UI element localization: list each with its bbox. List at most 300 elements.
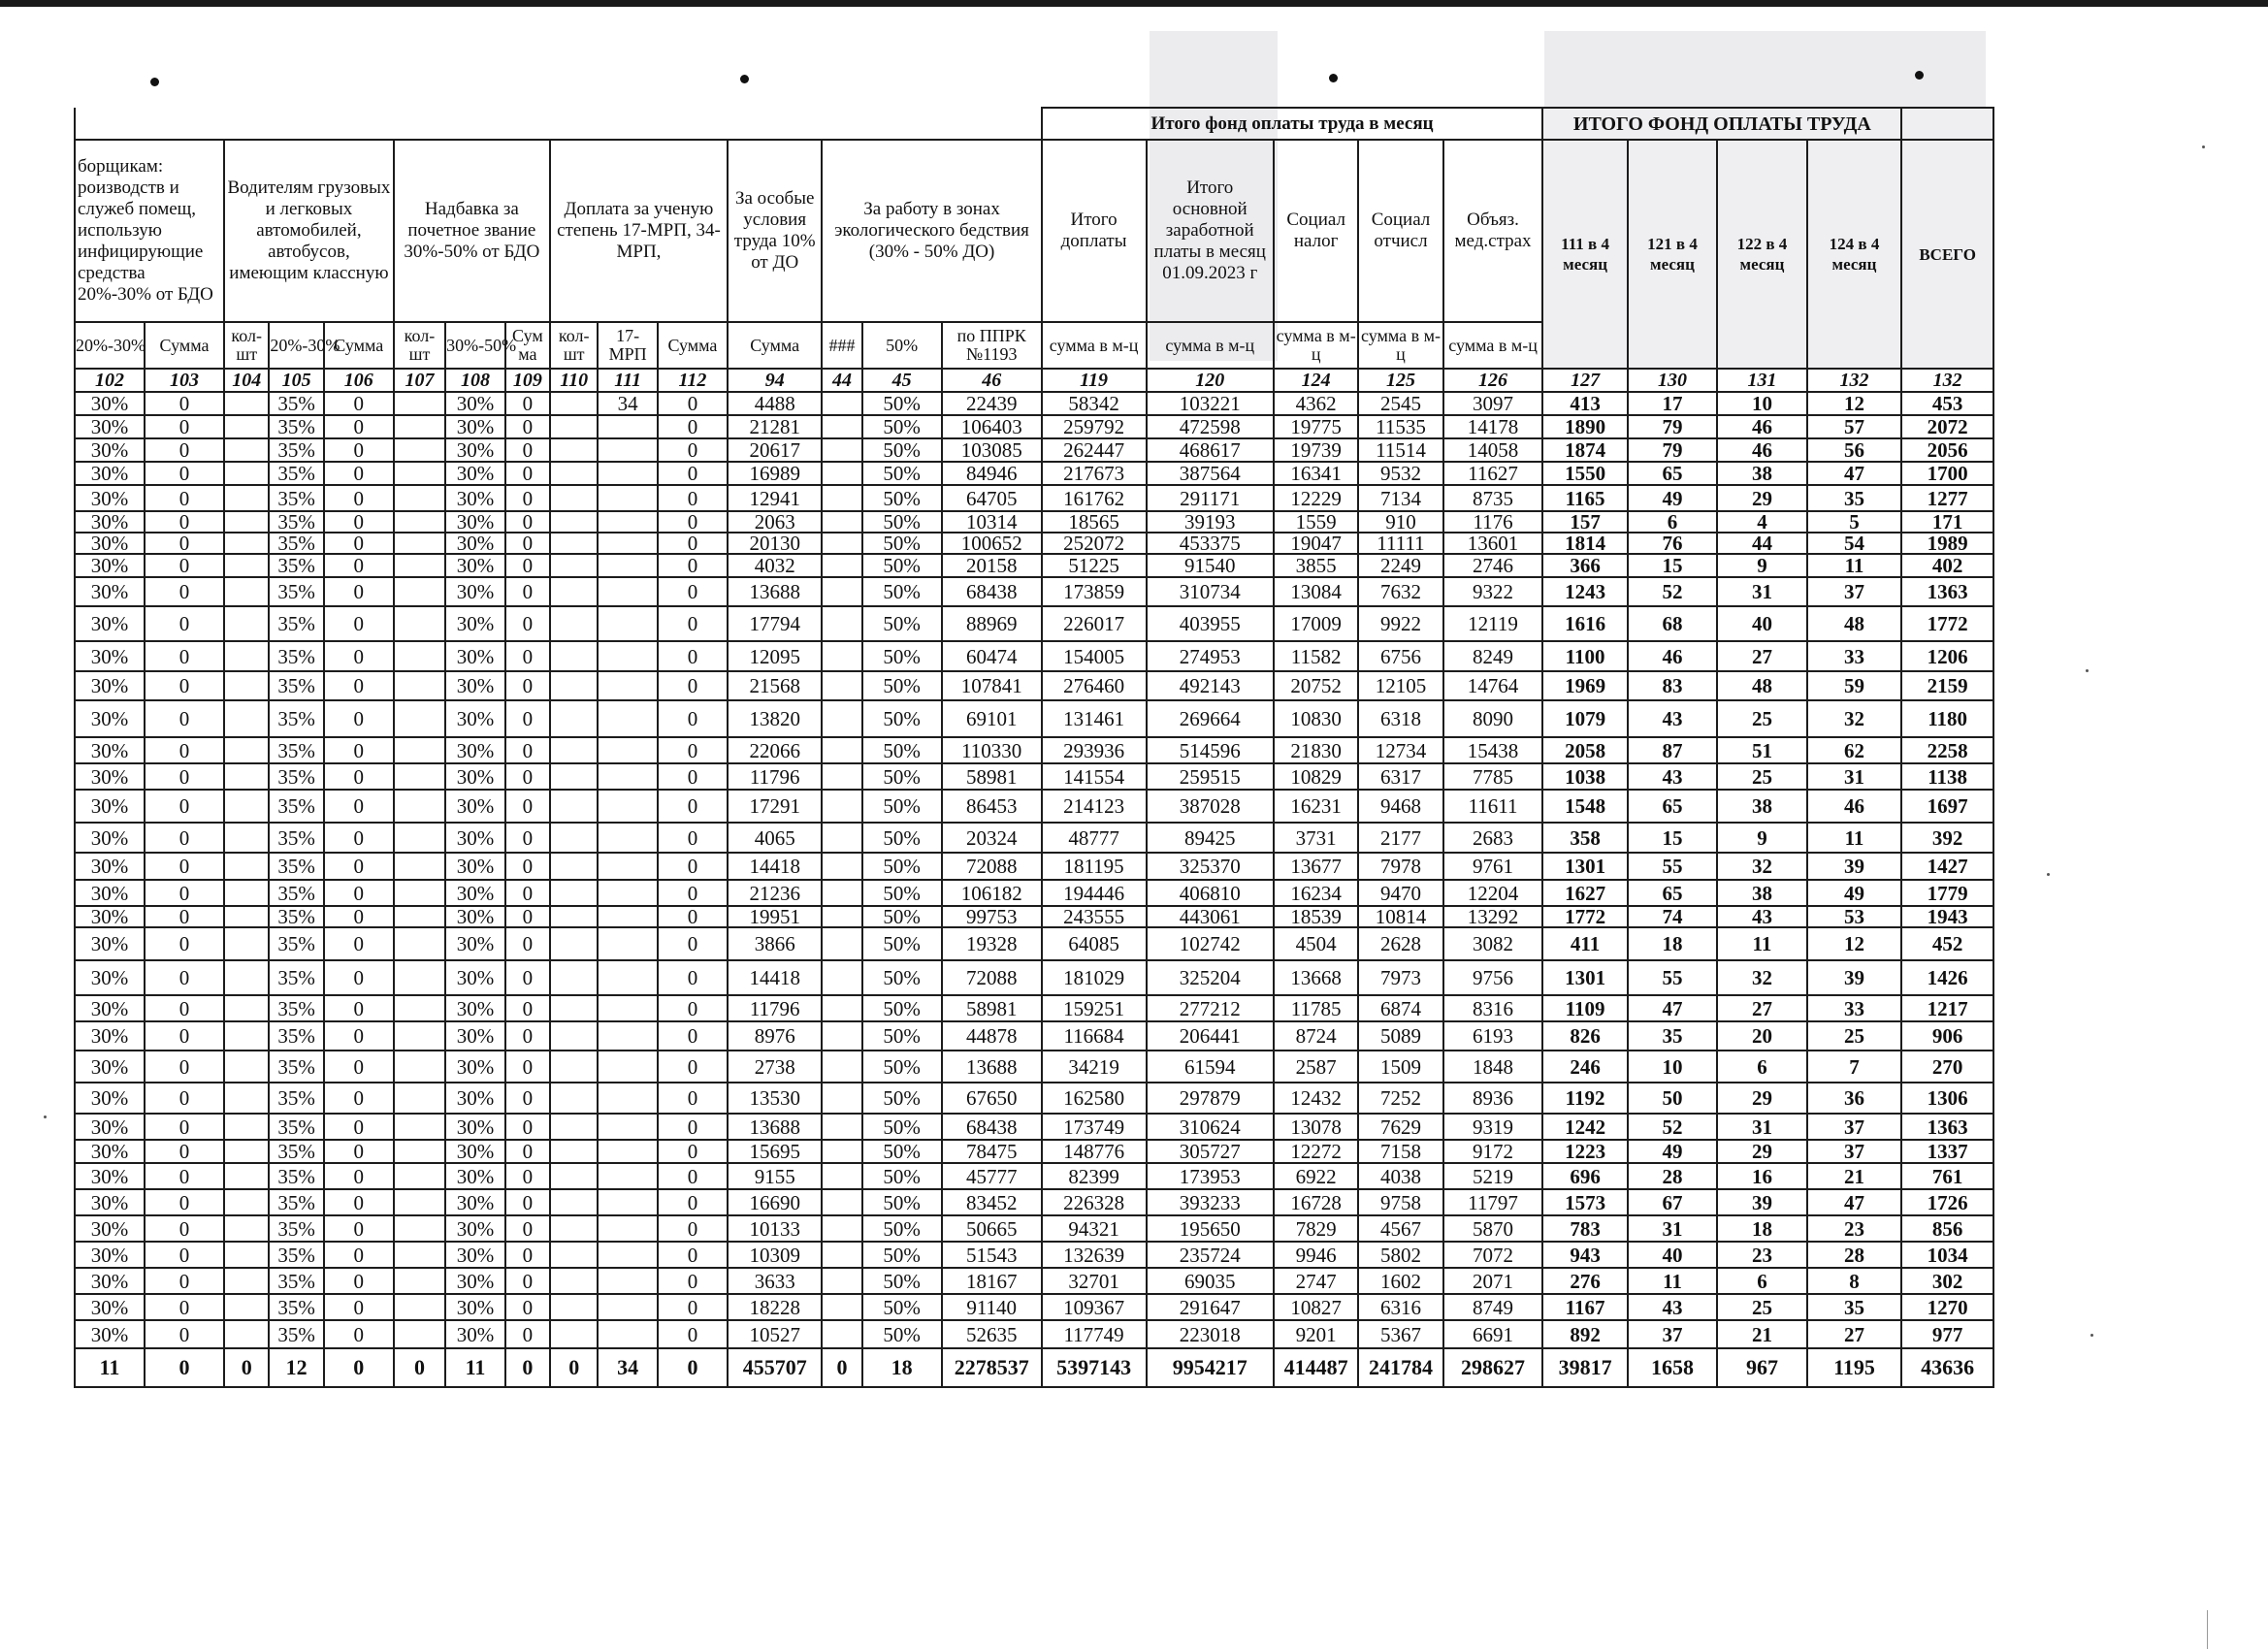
table-row	[75, 1051, 1993, 1083]
table-row	[75, 960, 1993, 995]
table-cell: 132	[1807, 369, 1902, 392]
table-cell	[224, 700, 269, 737]
table-cell: 35%	[269, 1083, 324, 1114]
table-cell	[822, 927, 861, 960]
table-cell: 30%	[75, 1189, 145, 1215]
table-cell: 126	[1443, 369, 1543, 392]
table-cell: 0	[324, 1348, 394, 1387]
table-cell: 50%	[862, 1140, 942, 1163]
table-cell: 11627	[1443, 462, 1543, 485]
table-cell: 30%	[445, 823, 505, 853]
table-cell	[224, 1268, 269, 1294]
table-cell: 79	[1628, 438, 1717, 462]
table-cell: 468617	[1147, 438, 1275, 462]
table-cell: 109367	[1042, 1294, 1147, 1320]
table-cell	[822, 1294, 861, 1320]
table-cell	[550, 1083, 598, 1114]
table-cell: 0	[505, 392, 550, 415]
table-cell: 9954217	[1147, 1348, 1275, 1387]
table-cell	[394, 641, 445, 671]
table-cell: 325370	[1147, 853, 1275, 880]
table-cell: 892	[1542, 1320, 1627, 1348]
table-cell: 132	[1901, 369, 1993, 392]
table-cell: 65	[1628, 880, 1717, 906]
table-cell: 0	[658, 438, 728, 462]
table-cell	[550, 392, 598, 415]
table-cell: 30%	[75, 1215, 145, 1242]
table-cell	[822, 853, 861, 880]
table-row	[75, 671, 1993, 700]
table-cell: 50%	[862, 462, 942, 485]
table-cell	[550, 1051, 598, 1083]
table-cell: 50%	[862, 1021, 942, 1051]
table-cell: 30%	[445, 462, 505, 485]
table-cell: 50%	[862, 1242, 942, 1268]
table-cell	[550, 462, 598, 485]
header-124-4-month: 124 в 4 месяц	[1807, 140, 1902, 369]
table-cell: 32	[1717, 853, 1806, 880]
table-cell: 8249	[1443, 641, 1543, 671]
table-cell: 30%	[75, 1021, 145, 1051]
table-cell: 30%	[75, 1268, 145, 1294]
table-cell	[550, 485, 598, 511]
sub-header-sum: Сумма	[145, 322, 224, 369]
table-cell	[394, 906, 445, 927]
table-cell: 13820	[728, 700, 823, 737]
table-cell: 43	[1628, 763, 1717, 790]
table-cell: 6691	[1443, 1320, 1543, 1348]
table-cell: 0	[145, 1189, 224, 1215]
table-cell: 30%	[75, 1320, 145, 1348]
table-cell: 0	[324, 1083, 394, 1114]
table-cell: 0	[324, 533, 394, 554]
table-cell: 103	[145, 369, 224, 392]
table-cell	[224, 1140, 269, 1163]
table-cell: 111	[598, 369, 658, 392]
table-cell: 1426	[1901, 960, 1993, 995]
table-cell: 1167	[1542, 1294, 1627, 1320]
punch-hole-dot	[150, 78, 159, 86]
table-cell: 12941	[728, 485, 823, 511]
table-cell	[394, 737, 445, 763]
table-cell: 0	[145, 577, 224, 606]
table-cell: 69101	[942, 700, 1042, 737]
table-cell: 58342	[1042, 392, 1147, 415]
table-cell: 2746	[1443, 554, 1543, 577]
table-cell: 35%	[269, 700, 324, 737]
table-cell: 0	[550, 1348, 598, 1387]
table-cell: 0	[505, 1294, 550, 1320]
table-cell: 0	[145, 533, 224, 554]
table-cell: 4	[1717, 511, 1806, 533]
table-cell	[394, 554, 445, 577]
table-cell: 217673	[1042, 462, 1147, 485]
column-number-row	[75, 369, 1993, 392]
table-cell: 30%	[445, 700, 505, 737]
table-cell: 91540	[1147, 554, 1275, 577]
table-cell: 783	[1542, 1215, 1627, 1242]
table-cell: 0	[145, 641, 224, 671]
table-cell	[224, 1114, 269, 1140]
sub-header-percent: 30%-50%	[445, 322, 505, 369]
table-cell: 43	[1628, 700, 1717, 737]
table-cell: 45	[862, 369, 942, 392]
table-cell: 29	[1717, 485, 1806, 511]
table-cell: 17794	[728, 606, 823, 641]
table-cell: 9	[1717, 554, 1806, 577]
table-cell: 46	[942, 369, 1042, 392]
table-cell: 12229	[1274, 485, 1358, 511]
table-cell: 35%	[269, 763, 324, 790]
table-cell: 0	[505, 533, 550, 554]
table-cell: 10	[1717, 392, 1806, 415]
table-cell: 35%	[269, 577, 324, 606]
table-cell: 30%	[445, 485, 505, 511]
table-cell: 0	[505, 737, 550, 763]
table-cell: 30%	[445, 577, 505, 606]
table-cell: 7072	[1443, 1242, 1543, 1268]
table-cell: 0	[145, 1268, 224, 1294]
table-cell: 83	[1628, 671, 1717, 700]
table-cell: 1697	[1901, 790, 1993, 823]
table-cell: 30%	[75, 462, 145, 485]
table-row	[75, 880, 1993, 906]
table-cell	[224, 1083, 269, 1114]
table-cell: 47	[1807, 462, 1902, 485]
header-social-contributions: Социал отчисл	[1358, 140, 1442, 322]
table-cell	[598, 880, 658, 906]
table-cell: 10	[1628, 1051, 1717, 1083]
table-cell: 30%	[445, 415, 505, 438]
table-cell: 0	[658, 1242, 728, 1268]
table-cell: 6193	[1443, 1021, 1543, 1051]
table-row	[75, 1114, 1993, 1140]
payroll-table	[74, 107, 1994, 1388]
sub-header-count: кол-шт	[224, 322, 269, 369]
table-cell: 49	[1628, 485, 1717, 511]
table-cell: 58981	[942, 995, 1042, 1021]
table-cell: 35%	[269, 927, 324, 960]
table-cell	[224, 415, 269, 438]
table-cell: 50%	[862, 1163, 942, 1189]
table-cell	[598, 606, 658, 641]
table-cell	[598, 1320, 658, 1348]
table-cell: 54	[1807, 533, 1902, 554]
table-cell: 8316	[1443, 995, 1543, 1021]
table-cell: 0	[658, 415, 728, 438]
table-cell: 30%	[445, 1268, 505, 1294]
table-cell: 34	[598, 392, 658, 415]
table-cell	[394, 960, 445, 995]
table-cell	[550, 1163, 598, 1189]
table-cell: 1602	[1358, 1268, 1442, 1294]
table-cell	[550, 671, 598, 700]
table-cell: 291171	[1147, 485, 1275, 511]
table-cell	[598, 763, 658, 790]
table-cell: 0	[145, 1320, 224, 1348]
table-cell: 0	[324, 438, 394, 462]
table-cell: 0	[324, 927, 394, 960]
table-cell: 5367	[1358, 1320, 1442, 1348]
table-cell: 35%	[269, 960, 324, 995]
table-cell: 35%	[269, 906, 324, 927]
table-cell: 19328	[942, 927, 1042, 960]
table-cell: 8735	[1443, 485, 1543, 511]
table-cell: 2628	[1358, 927, 1442, 960]
table-cell: 0	[324, 511, 394, 533]
table-cell: 0	[145, 1348, 224, 1387]
table-cell: 0	[658, 960, 728, 995]
totals-row	[75, 1348, 1993, 1387]
table-cell: 1943	[1901, 906, 1993, 927]
table-cell: 0	[505, 641, 550, 671]
table-cell: 16690	[728, 1189, 823, 1215]
table-cell: 44	[822, 369, 861, 392]
table-cell: 50%	[862, 511, 942, 533]
table-cell	[822, 906, 861, 927]
table-cell: 8936	[1443, 1083, 1543, 1114]
table-cell: 4362	[1274, 392, 1358, 415]
table-cell: 9322	[1443, 577, 1543, 606]
table-cell: 30%	[75, 880, 145, 906]
table-cell: 17	[1628, 392, 1717, 415]
table-cell: 0	[145, 853, 224, 880]
table-cell: 0	[324, 763, 394, 790]
table-cell: 0	[658, 1215, 728, 1242]
table-cell: 46	[1717, 438, 1806, 462]
table-cell: 0	[658, 906, 728, 927]
table-cell	[550, 1021, 598, 1051]
table-cell: 86453	[942, 790, 1042, 823]
table-cell: 21236	[728, 880, 823, 906]
table-cell: 0	[145, 462, 224, 485]
table-cell: 0	[658, 1163, 728, 1189]
table-cell: 0	[145, 606, 224, 641]
table-cell: 1034	[1901, 1242, 1993, 1268]
table-cell: 19951	[728, 906, 823, 927]
table-cell: 8090	[1443, 700, 1543, 737]
table-cell: 1180	[1901, 700, 1993, 737]
table-cell: 1772	[1542, 906, 1627, 927]
table-cell: 50%	[862, 1051, 942, 1083]
table-cell: 1848	[1443, 1051, 1543, 1083]
table-cell: 50%	[862, 577, 942, 606]
table-cell: 108	[445, 369, 505, 392]
table-cell: 65	[1628, 790, 1717, 823]
table-cell: 9	[1717, 823, 1806, 853]
table-cell: 0	[505, 1348, 550, 1387]
table-cell: 35%	[269, 511, 324, 533]
table-cell: 30%	[75, 554, 145, 577]
table-cell: 35%	[269, 1114, 324, 1140]
table-cell: 34219	[1042, 1051, 1147, 1083]
table-cell: 102	[75, 369, 145, 392]
table-cell	[394, 1083, 445, 1114]
table-cell: 9201	[1274, 1320, 1358, 1348]
table-cell: 40	[1628, 1242, 1717, 1268]
table-cell	[394, 995, 445, 1021]
table-cell: 50%	[862, 853, 942, 880]
table-cell: 30%	[75, 1051, 145, 1083]
table-cell	[224, 1163, 269, 1189]
scan-speck	[2090, 1334, 2093, 1337]
table-cell: 50%	[862, 1083, 942, 1114]
table-cell: 20	[1717, 1021, 1806, 1051]
table-cell: 3855	[1274, 554, 1358, 577]
scan-edge-line	[2207, 1610, 2208, 1649]
table-cell	[550, 880, 598, 906]
table-cell	[550, 1320, 598, 1348]
table-cell: 967	[1717, 1348, 1806, 1387]
table-cell: 5219	[1443, 1163, 1543, 1189]
table-cell	[598, 1083, 658, 1114]
table-cell: 47	[1807, 1189, 1902, 1215]
table-cell: 11111	[1358, 533, 1442, 554]
table-cell: 761	[1901, 1163, 1993, 1189]
table-cell	[598, 577, 658, 606]
table-cell: 7252	[1358, 1083, 1442, 1114]
table-cell	[394, 392, 445, 415]
table-cell: 157	[1542, 511, 1627, 533]
table-cell: 453375	[1147, 533, 1275, 554]
table-cell: 141554	[1042, 763, 1147, 790]
table-cell: 35%	[269, 1163, 324, 1189]
table-cell: 10309	[728, 1242, 823, 1268]
table-cell: 21	[1807, 1163, 1902, 1189]
table-cell: 103221	[1147, 392, 1275, 415]
table-cell	[822, 462, 861, 485]
table-cell: 4065	[728, 823, 823, 853]
header-total-base-salary: Итого основной заработной платы в месяц 01.09.2023 г	[1147, 140, 1275, 322]
table-cell: 30%	[445, 1294, 505, 1320]
table-cell: 30%	[445, 511, 505, 533]
table-cell: 10827	[1274, 1294, 1358, 1320]
table-cell: 39	[1717, 1189, 1806, 1215]
table-cell: 50%	[862, 1294, 942, 1320]
table-cell: 35%	[269, 1215, 324, 1242]
table-cell: 50%	[862, 641, 942, 671]
table-cell: 31	[1628, 1215, 1717, 1242]
table-cell	[224, 485, 269, 511]
table-cell: 50%	[862, 763, 942, 790]
table-cell: 0	[505, 927, 550, 960]
table-cell: 30%	[75, 1140, 145, 1163]
table-cell: 50%	[862, 671, 942, 700]
header-cleaners-bonus: борщикам: роизводств и служеб помещ, использую инфицирующие средства 20%-30% от БДО	[75, 140, 224, 322]
table-cell: 11797	[1443, 1189, 1543, 1215]
table-cell: 61594	[1147, 1051, 1275, 1083]
table-cell: 35%	[269, 790, 324, 823]
table-cell	[550, 853, 598, 880]
table-cell: 35%	[269, 641, 324, 671]
table-cell: 11514	[1358, 438, 1442, 462]
table-cell: 154005	[1042, 641, 1147, 671]
table-cell: 35%	[269, 823, 324, 853]
table-cell	[598, 511, 658, 533]
table-cell: 11611	[1443, 790, 1543, 823]
table-cell: 206441	[1147, 1021, 1275, 1051]
table-cell: 17009	[1274, 606, 1358, 641]
sub-header-sum: Сум ма	[505, 322, 550, 369]
table-cell: 20130	[728, 533, 823, 554]
table-cell: 358	[1542, 823, 1627, 853]
table-cell: 13688	[728, 577, 823, 606]
table-cell: 6	[1717, 1051, 1806, 1083]
sub-header-sum-month: сумма в м-ц	[1274, 322, 1358, 369]
table-cell	[598, 1051, 658, 1083]
table-cell	[394, 880, 445, 906]
table-cell: 1700	[1901, 462, 1993, 485]
table-cell: 235724	[1147, 1242, 1275, 1268]
table-cell: 82399	[1042, 1163, 1147, 1189]
table-cell: 2071	[1443, 1268, 1543, 1294]
table-cell: 2159	[1901, 671, 1993, 700]
table-cell: 12119	[1443, 606, 1543, 641]
table-cell: 269664	[1147, 700, 1275, 737]
table-cell: 46	[1717, 415, 1806, 438]
table-cell: 2587	[1274, 1051, 1358, 1083]
table-cell: 30%	[445, 1320, 505, 1348]
table-cell	[598, 1215, 658, 1242]
table-row	[75, 462, 1993, 485]
table-cell	[224, 995, 269, 1021]
table-cell: 0	[145, 1242, 224, 1268]
table-cell: 48	[1807, 606, 1902, 641]
punch-hole-dot	[740, 75, 749, 83]
table-cell: 15695	[728, 1140, 823, 1163]
table-cell: 6874	[1358, 995, 1442, 1021]
table-cell: 12	[1807, 392, 1902, 415]
table-cell: 16231	[1274, 790, 1358, 823]
table-cell: 0	[324, 853, 394, 880]
table-cell: 13084	[1274, 577, 1358, 606]
table-cell: 0	[145, 1140, 224, 1163]
table-cell: 3097	[1443, 392, 1543, 415]
table-cell	[822, 438, 861, 462]
table-cell: 9922	[1358, 606, 1442, 641]
table-cell: 0	[658, 1051, 728, 1083]
table-cell: 15438	[1443, 737, 1543, 763]
punch-hole-dot	[1915, 71, 1924, 80]
table-cell: 0	[324, 880, 394, 906]
table-cell: 10133	[728, 1215, 823, 1242]
table-cell: 55	[1628, 853, 1717, 880]
table-cell: 0	[658, 577, 728, 606]
scan-speck	[2202, 146, 2205, 148]
table-cell	[394, 485, 445, 511]
table-cell	[224, 1294, 269, 1320]
table-cell: 0	[505, 511, 550, 533]
table-cell: 0	[658, 511, 728, 533]
table-cell: 50%	[862, 880, 942, 906]
table-cell: 30%	[75, 1083, 145, 1114]
scan-speck	[2086, 669, 2089, 672]
table-cell: 35%	[269, 1051, 324, 1083]
table-cell: 83452	[942, 1189, 1042, 1215]
table-row	[75, 927, 1993, 960]
table-cell: 44	[1717, 533, 1806, 554]
table-cell: 16728	[1274, 1189, 1358, 1215]
table-cell: 30%	[75, 853, 145, 880]
table-cell: 6316	[1358, 1294, 1442, 1320]
table-row	[75, 438, 1993, 462]
table-cell: 0	[505, 763, 550, 790]
table-cell	[394, 1140, 445, 1163]
table-row	[75, 1320, 1993, 1348]
table-cell: 13601	[1443, 533, 1543, 554]
table-cell: 1138	[1901, 763, 1993, 790]
table-cell: 8976	[728, 1021, 823, 1051]
